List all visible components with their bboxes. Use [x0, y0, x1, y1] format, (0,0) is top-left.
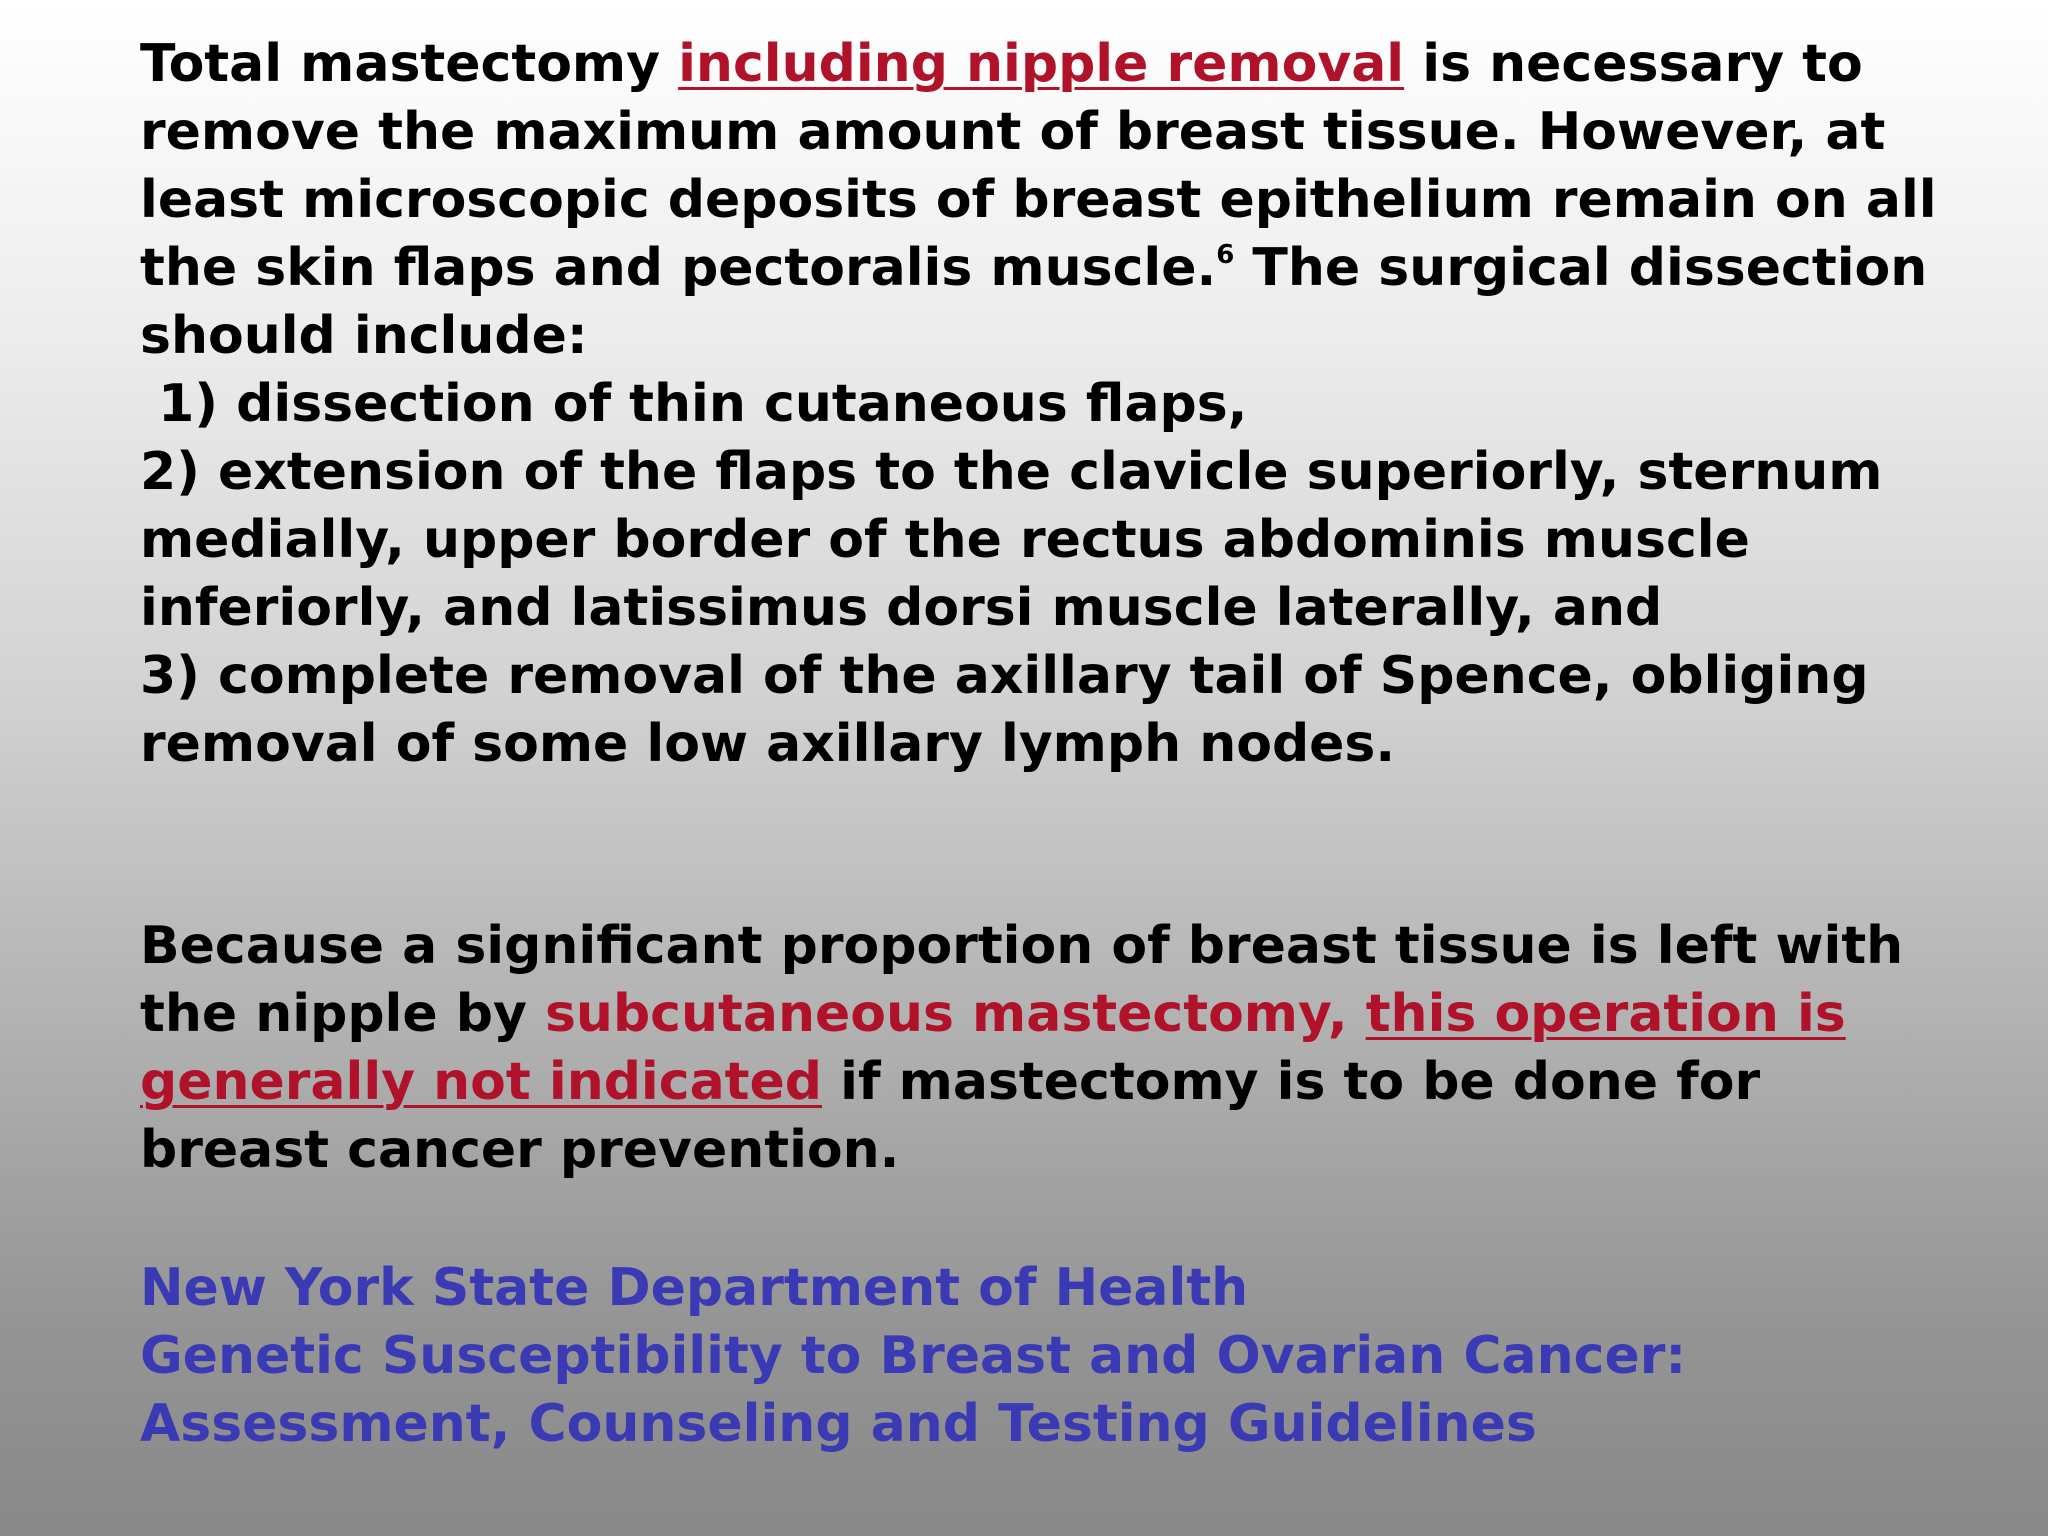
subcutaneous-paragraph	[140, 912, 1990, 1184]
list-item: 2) extension of the flaps to the clavicle superiorly, sternum	[140, 442, 1883, 502]
list-item-continued: medially, upper border of the rectus abdominis muscle	[140, 510, 1750, 570]
text-line	[140, 30, 1990, 98]
footnote-reference: 6	[1216, 240, 1235, 270]
text-line	[140, 234, 1990, 302]
list-item-continued: inferiorly, and latissimus dorsi muscle laterally, and	[140, 578, 1663, 638]
source-citation	[140, 1254, 1990, 1458]
text-run: is necessary to	[1404, 34, 1863, 94]
emphasis-not-indicated: this operation is	[1365, 984, 1846, 1044]
list-item: 3) complete removal of the axillary tail of Spence, obliging	[140, 646, 1869, 706]
text-run: if mastectomy is to be done for	[822, 1052, 1761, 1112]
emphasis-subcutaneous-mastectomy: subcutaneous mastectomy,	[544, 984, 1366, 1044]
text-run: the nipple by	[140, 984, 545, 1044]
text-run: Total mastectomy	[140, 34, 679, 94]
citation-title: Genetic Susceptibility to Breast and Ovarian Cancer:	[140, 1326, 1687, 1386]
text-line: breast cancer prevention.	[140, 1120, 900, 1180]
text-line: remove the maximum amount of breast tissue. However, at	[140, 102, 1886, 162]
text-line: Because a significant proportion of breast tissue is left with	[140, 916, 1904, 976]
mastectomy-paragraph	[140, 30, 1990, 778]
text-line: should include:	[140, 306, 588, 366]
emphasis-nipple-removal: including nipple removal	[678, 34, 1405, 94]
text-run: The surgical dissection	[1234, 238, 1928, 298]
text-line: least microscopic deposits of breast epithelium remain on all	[140, 170, 1937, 230]
citation-subtitle: Assessment, Counseling and Testing Guidelines	[140, 1394, 1537, 1454]
text-run: the skin flaps and pectoralis muscle.	[140, 238, 1217, 298]
text-line	[140, 1048, 1990, 1116]
citation-organization: New York State Department of Health	[140, 1258, 1249, 1318]
emphasis-not-indicated-continued: generally not indicated	[140, 1052, 823, 1112]
list-item: 1) dissection of thin cutaneous flaps,	[140, 374, 1248, 434]
list-item-continued: removal of some low axillary lymph nodes.	[140, 714, 1396, 774]
text-line	[140, 980, 1990, 1048]
